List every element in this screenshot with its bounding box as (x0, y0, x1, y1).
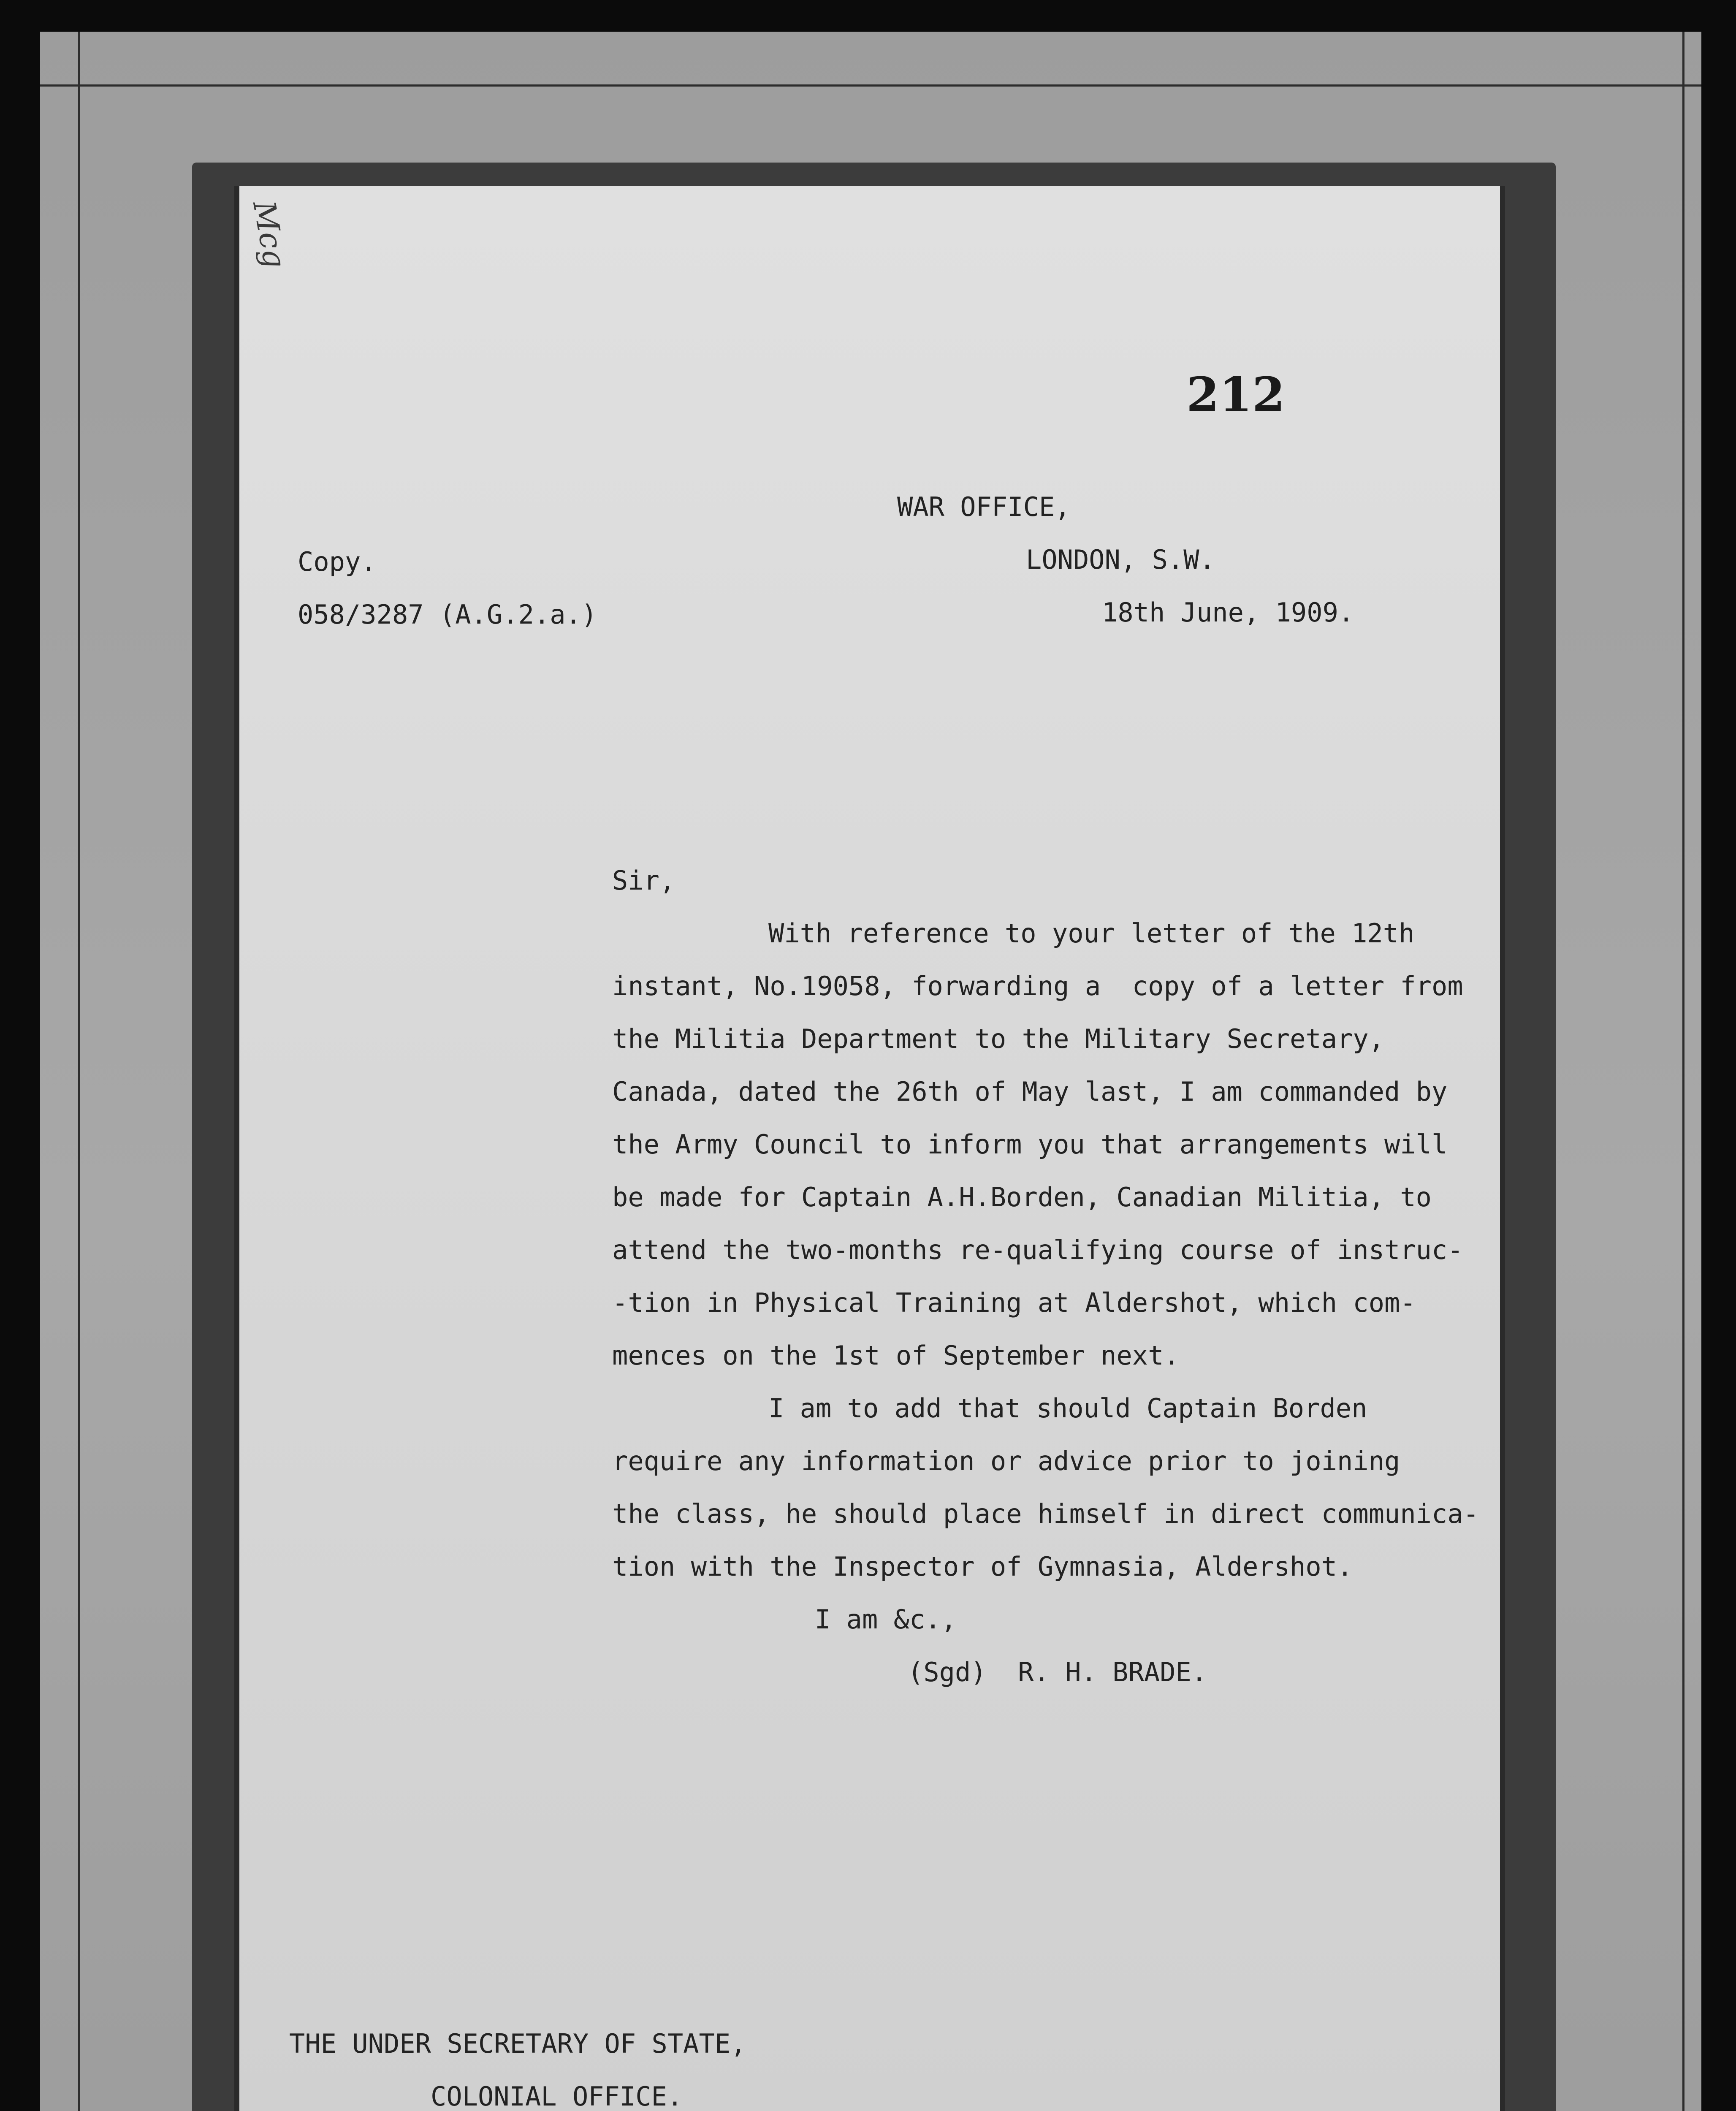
heading-date: 18th June, 1909. (1102, 597, 1354, 628)
body-line: attend the two-months re-qualifying course of instruc- (612, 1235, 1463, 1265)
reference-number: 058/3287 (A.G.2.a.) (298, 599, 597, 630)
body-line: I am to add that should Captain Borden (768, 1393, 1367, 1424)
addressee-line-2: COLONIAL OFFICE. (431, 2081, 683, 2111)
signature: (Sgd) R. H. BRADE. (908, 1657, 1207, 1688)
body-line: mences on the 1st of September next. (612, 1340, 1180, 1371)
body-line: instant, No.19058, forwarding a copy of a letter from (612, 971, 1463, 1001)
body-line: Canada, dated the 26th of May last, I am commanded by (612, 1076, 1448, 1107)
addressee-line-1: THE UNDER SECRETARY OF STATE, (289, 2028, 746, 2059)
body-line: the class, he should place himself in direct communica- (612, 1498, 1479, 1529)
frame-rule-right (1682, 32, 1684, 2111)
folio-number: 212 (1186, 367, 1285, 423)
pencil-mark: Mcg (246, 198, 293, 271)
frame-rule-top (40, 84, 1701, 87)
body-line: the Militia Department to the Military Secretary, (612, 1023, 1385, 1054)
frame-rule-left (78, 32, 80, 2111)
body-line: tion with the Inspector of Gymnasia, Aldershot. (612, 1551, 1353, 1582)
salutation: Sir, (612, 865, 675, 896)
copy-label: Copy. (298, 546, 377, 577)
closing: I am &c., (815, 1604, 957, 1635)
body-line: With reference to your letter of the 12th (768, 918, 1415, 949)
body-line: -tion in Physical Training at Aldershot, which com- (612, 1287, 1416, 1318)
heading-city: LONDON, S.W. (1026, 544, 1215, 575)
body-line: require any information or advice prior to joining (612, 1446, 1400, 1476)
body-line: the Army Council to inform you that arrangements will (612, 1129, 1448, 1160)
body-line: be made for Captain A.H.Borden, Canadian Militia, to (612, 1182, 1432, 1213)
heading-office: WAR OFFICE, (897, 491, 1071, 522)
